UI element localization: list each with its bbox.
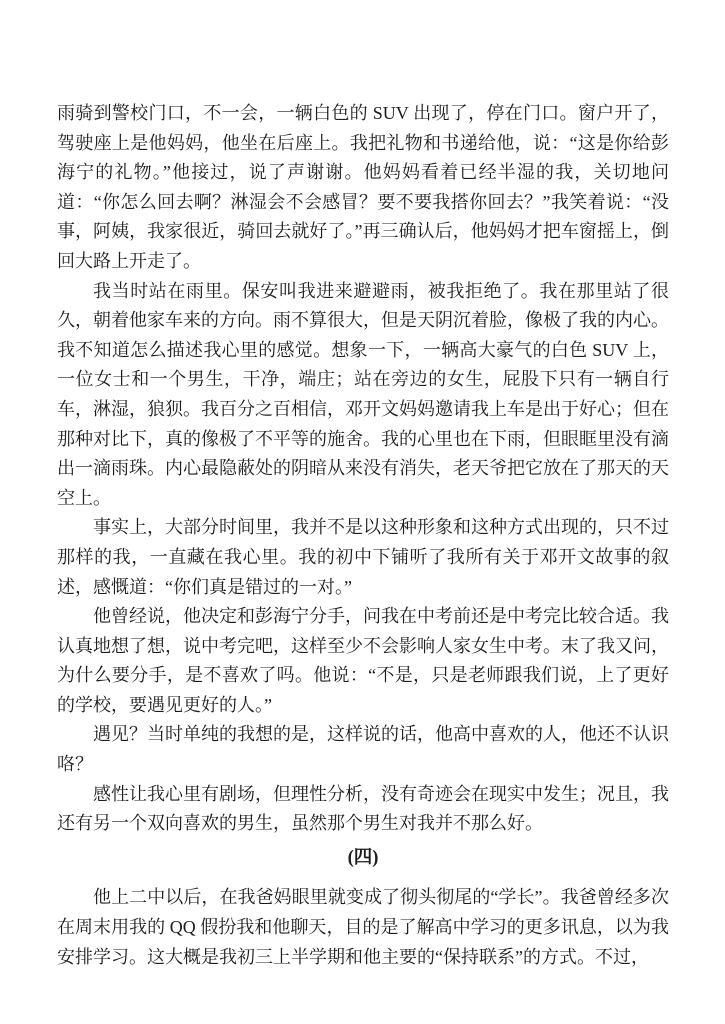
paragraph-1: 雨骑到警校门口，不一会，一辆白色的 SUV 出现了，停在门口。窗户开了，驾驶座上是他妈妈，他坐在后座上。我把礼物和书递给他，说：“这是你给彭海宁的礼物。”他接过，说了声谢谢。他妈妈看着已经半湿的我，关切地问道：“你怎么回去啊？淋湿会不会感冒？要不要我搭你回去？”我笑着说：“没事，阿姨，我家很近，骑回去就好了。”再三确认后，他妈妈才把车窗摇上，倒回大路上开走了。 [57,103,669,271]
paragraph-3: 事实上，大部分时间里，我并不是以这种形象和这种方式出现的，只不过那样的我，一直藏在我心里。我的初中下铺听了我所有关于邓开文故事的叙述，感慨道：“你们真是错过的一对。” [57,517,669,597]
paragraph-2: 我当时站在雨里。保安叫我进来避避雨，被我拒绝了。我在那里站了很久，朝着他家车来的方向。雨不算很大，但是天阴沉着脸，像极了我的内心。我不知道怎么描述我心里的感觉。想象一下，一辆高大豪气的白色 SUV 上，一位女士和一个男生，干净，端庄；站在旁边的女生，屁股下只有一辆自行车，淋湿，狼狈。我百分之百相信，邓开文妈妈邀请我上车是出于好心；但在那种对比下，真的像极了不平等的施舍。我的心里也在下雨，但眼眶里没有滴出一滴雨珠。内心最隐蔽处的阴暗从来没有消失，老天爷把它放在了那天的天空上。 [57,280,669,508]
paragraph-4: 他曾经说，他决定和彭海宁分手，问我在中考前还是中考完比较合适。我认真地想了想，说中考完吧，这样至少不会影响人家女生中考。末了我又问，为什么要分手，是不喜欢了吗。他说：“不是，只是老师跟我们说，上了更好的学校，要遇见更好的人。” [57,606,669,715]
section-heading: (四) [347,847,379,868]
paragraph-5: 遇见？当时单纯的我想的是，这样说的话，他高中喜欢的人，他还不认识咯？ [57,724,669,775]
paragraph-6: 感性让我心里有剧场，但理性分析，没有奇迹会在现实中发生；况且，我还有另一个双向喜欢的男生，虽然那个男生对我并不那么好。 [57,783,669,834]
paragraph-7: 他上二中以后，在我爸妈眼里就变成了彻头彻尾的“学长”。我爸曾经多次在周末用我的 QQ 假扮我和他聊天，目的是了解高中学习的更多讯息，以为我安排学习。这大概是我初三上半学期和他主要的“保持联系”的方式。不过， [57,887,669,967]
